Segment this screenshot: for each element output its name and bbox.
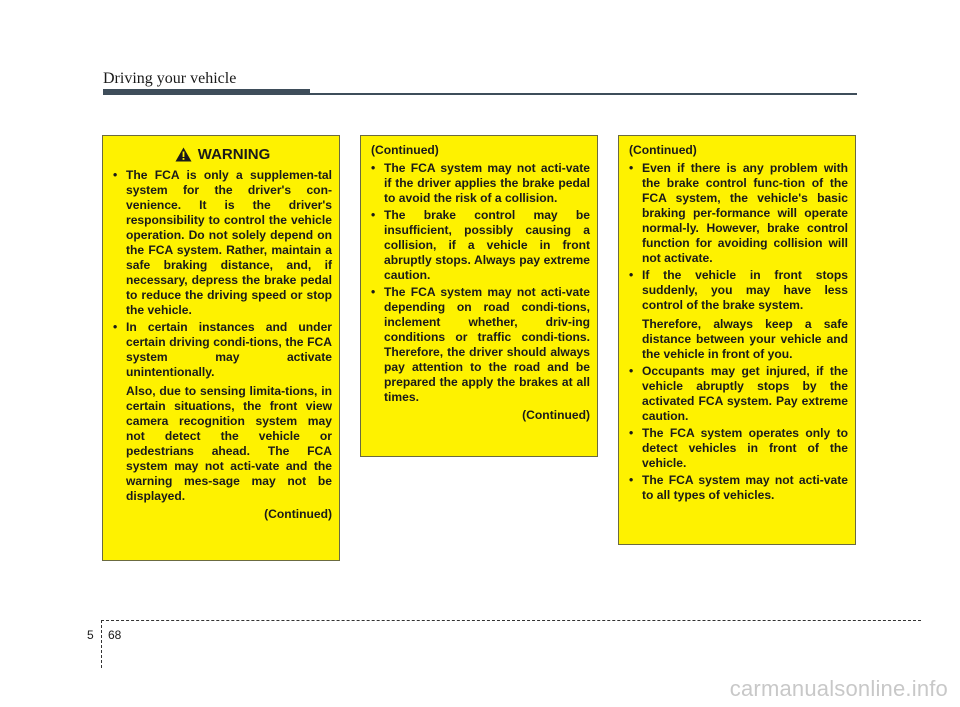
- warning-list: [629, 364, 848, 503]
- continued-label: (Continued): [629, 143, 697, 157]
- continued-label: (Continued): [522, 408, 590, 422]
- list-item: • In certain instances and under certain driving condi-tions, the FCA system may activate unintentionally.: [113, 320, 332, 380]
- warning-list: [629, 161, 848, 313]
- list-item: • Occupants may get injured, if the vehicle abruptly stops by the activated FCA system. Pay extreme caution.: [629, 364, 848, 424]
- warning-list: [113, 168, 332, 380]
- list-item: • The FCA system operates only to detect vehicles in front of the vehicle.: [629, 426, 848, 471]
- list-item: • Even if there is any problem with the brake control func-tion of the FCA system, the vehicle's basic braking per-formance will operate normal-ly. However, brake control function for avoiding collision will not activate.: [629, 161, 848, 266]
- list-item: • If the vehicle in front stops suddenly, you may have less control of the brake system.: [629, 268, 848, 313]
- footer-divider: [101, 620, 102, 668]
- paragraph: Also, due to sensing limita-tions, in certain situations, the front view camera recognition system may not detect the vehicle or pedestrians ahead. The FCA system may not acti-vate and the warning mes-sage may not be displayed.: [126, 384, 332, 503]
- list-item: • The brake control may be insufficient, possibly causing a collision, if a vehicle in front abruptly stops. Always pay extreme caution.: [371, 208, 590, 283]
- warning-heading: [113, 147, 332, 162]
- continued-label: (Continued): [264, 507, 332, 521]
- paragraph: Therefore, always keep a safe distance between your vehicle and the vehicle in front of you.: [642, 317, 848, 361]
- page-number: 68: [108, 628, 122, 642]
- warning-title: WARNING: [197, 146, 271, 163]
- header-bar: [103, 89, 310, 95]
- list-item: • The FCA system may not acti-vate if the driver applies the brake pedal to avoid the risk of a collision.: [371, 161, 590, 206]
- warning-box: [102, 135, 340, 561]
- watermark: carmanualsonline.info: [729, 676, 948, 701]
- footer-rule: [101, 620, 921, 621]
- warning-list: [371, 161, 590, 405]
- list-item: • The FCA system may not acti-vate depending on road condi-tions, inclement whether, driv-ing conditions or traffic condi-tions. Therefore, the driver should always pay attention to the road and be prepared the apply the brakes at all times.: [371, 285, 590, 405]
- section-number: 5: [87, 628, 94, 642]
- list-item: • The FCA system may not acti-vate to all types of vehicles.: [629, 473, 848, 503]
- header-rule: [310, 93, 857, 95]
- list-item: • The FCA is only a supplemen-tal system for the driver's con-venience. It is the driver's responsibility to control the vehicle operation. Do not solely depend on the FCA system. Rather, maintain a safe braking distance, and, if necessary, depress the brake pedal to reduce the driving speed or stop the vehicle.: [113, 168, 332, 318]
- continued-box-middle: [360, 135, 598, 457]
- page-header-title: Driving your vehicle: [103, 70, 237, 87]
- continued-label: (Continued): [371, 143, 439, 157]
- warning-triangle-icon: [175, 147, 192, 162]
- continued-box-right: [618, 135, 856, 545]
